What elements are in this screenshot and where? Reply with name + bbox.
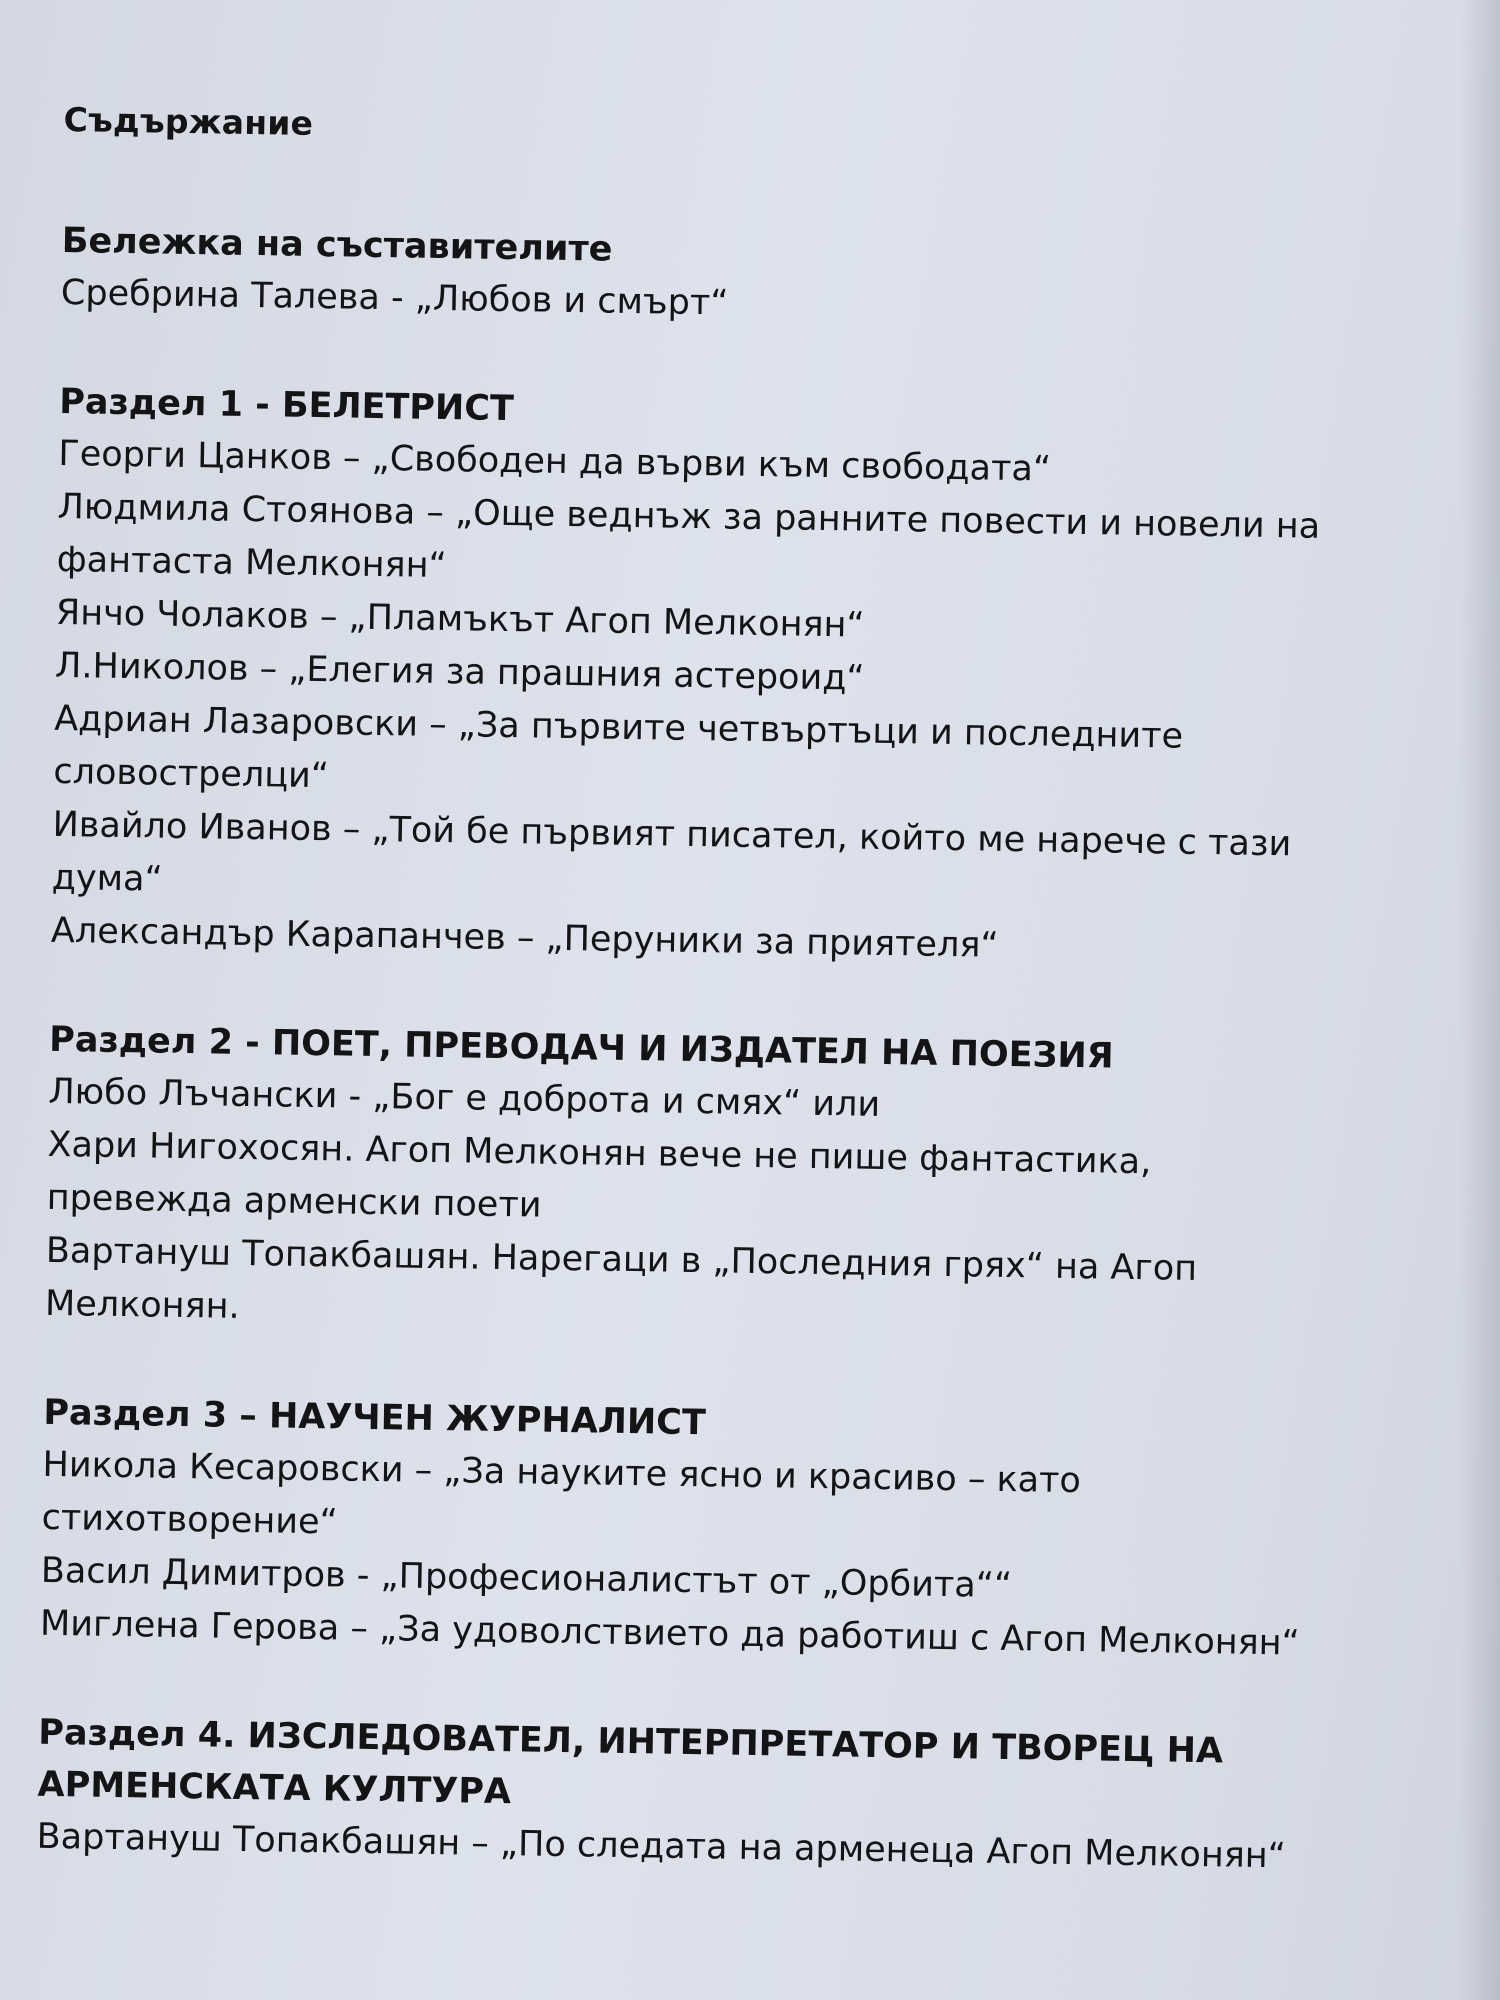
intro-title: Бележка на съставителите <box>61 220 613 270</box>
section-1 <box>51 376 1360 978</box>
section-4 <box>36 1707 1338 1884</box>
intro-block <box>61 215 1362 340</box>
section-title: Раздел 2 - ПОЕТ, ПРЕВОДАЧ И ИЗДАТЕЛ НА ПОЕЗИЯ <box>48 1019 1114 1077</box>
section-title: Раздел 3 – НАУЧЕН ЖУРНАЛИСТ <box>43 1392 707 1444</box>
toc-entry: Вартануш Топакбашян – „По следата на арменеца Агоп Мелконян“ <box>36 1816 1287 1877</box>
toc-entry: Никола Кесаровски – „За науките ясно и красиво – като стихотворение“ <box>41 1444 1082 1543</box>
toc-entry: Людмила Стоянова – „Още веднъж за ранните повести и новели на фантаста Мелконян“ <box>56 486 1321 587</box>
toc-heading: Съдържание <box>63 100 314 143</box>
toc-entry: Вартануш Топакбашян. Нарегаци в „Последния грях“ на Агоп Мелконян. <box>44 1230 1198 1327</box>
toc-entry: Адриан Лазаровски – „За първите четвъртъци и последните словострелци“ <box>53 698 1184 797</box>
toc-entry: Любо Лъчански - „Бог е доброта и смях“ или <box>48 1071 881 1125</box>
table-of-contents <box>36 100 1364 1884</box>
section-title: Раздел 4. ИЗСЛЕДОВАТЕЛ, ИНТЕРПРЕТАТОР И ТВОРЕЦ НА АРМЕНСКАТА КУЛТУРА <box>37 1712 1224 1813</box>
toc-entry: Александър Карапанчев – „Перуники за приятеля“ <box>50 910 999 966</box>
page-edge-shadow <box>1460 0 1500 2000</box>
toc-entry: Л.Николов – „Елегия за прашния астероид“ <box>54 645 865 699</box>
section-2 <box>45 1014 1350 1351</box>
toc-entry: Ивайло Иванов – „Той бе първият писател, който ме нарече с тази дума“ <box>51 804 1292 900</box>
toc-entry: Миглена Герова – „За удоволствието да работиш с Агоп Мелконян“ <box>39 1603 1301 1664</box>
section-title: Раздел 1 - БЕЛЕТРИСТ <box>58 381 515 430</box>
toc-entry: Васил Димитров - „Професионалистът от „Орбита““ <box>40 1550 1013 1607</box>
toc-entry: Сребрина Талева - „Любов и смърт“ <box>60 272 729 324</box>
toc-entry: Янчо Чолаков – „Пламъкът Агоп Мелконян“ <box>55 592 865 646</box>
toc-entry: Георги Цанков – „Свободен да върви към свободата“ <box>58 433 1052 490</box>
section-3 <box>40 1387 1344 1671</box>
toc-entry: Хари Нигохосян. Агоп Мелконян вече не пише фантастика, превежда арменски поети <box>46 1124 1152 1226</box>
